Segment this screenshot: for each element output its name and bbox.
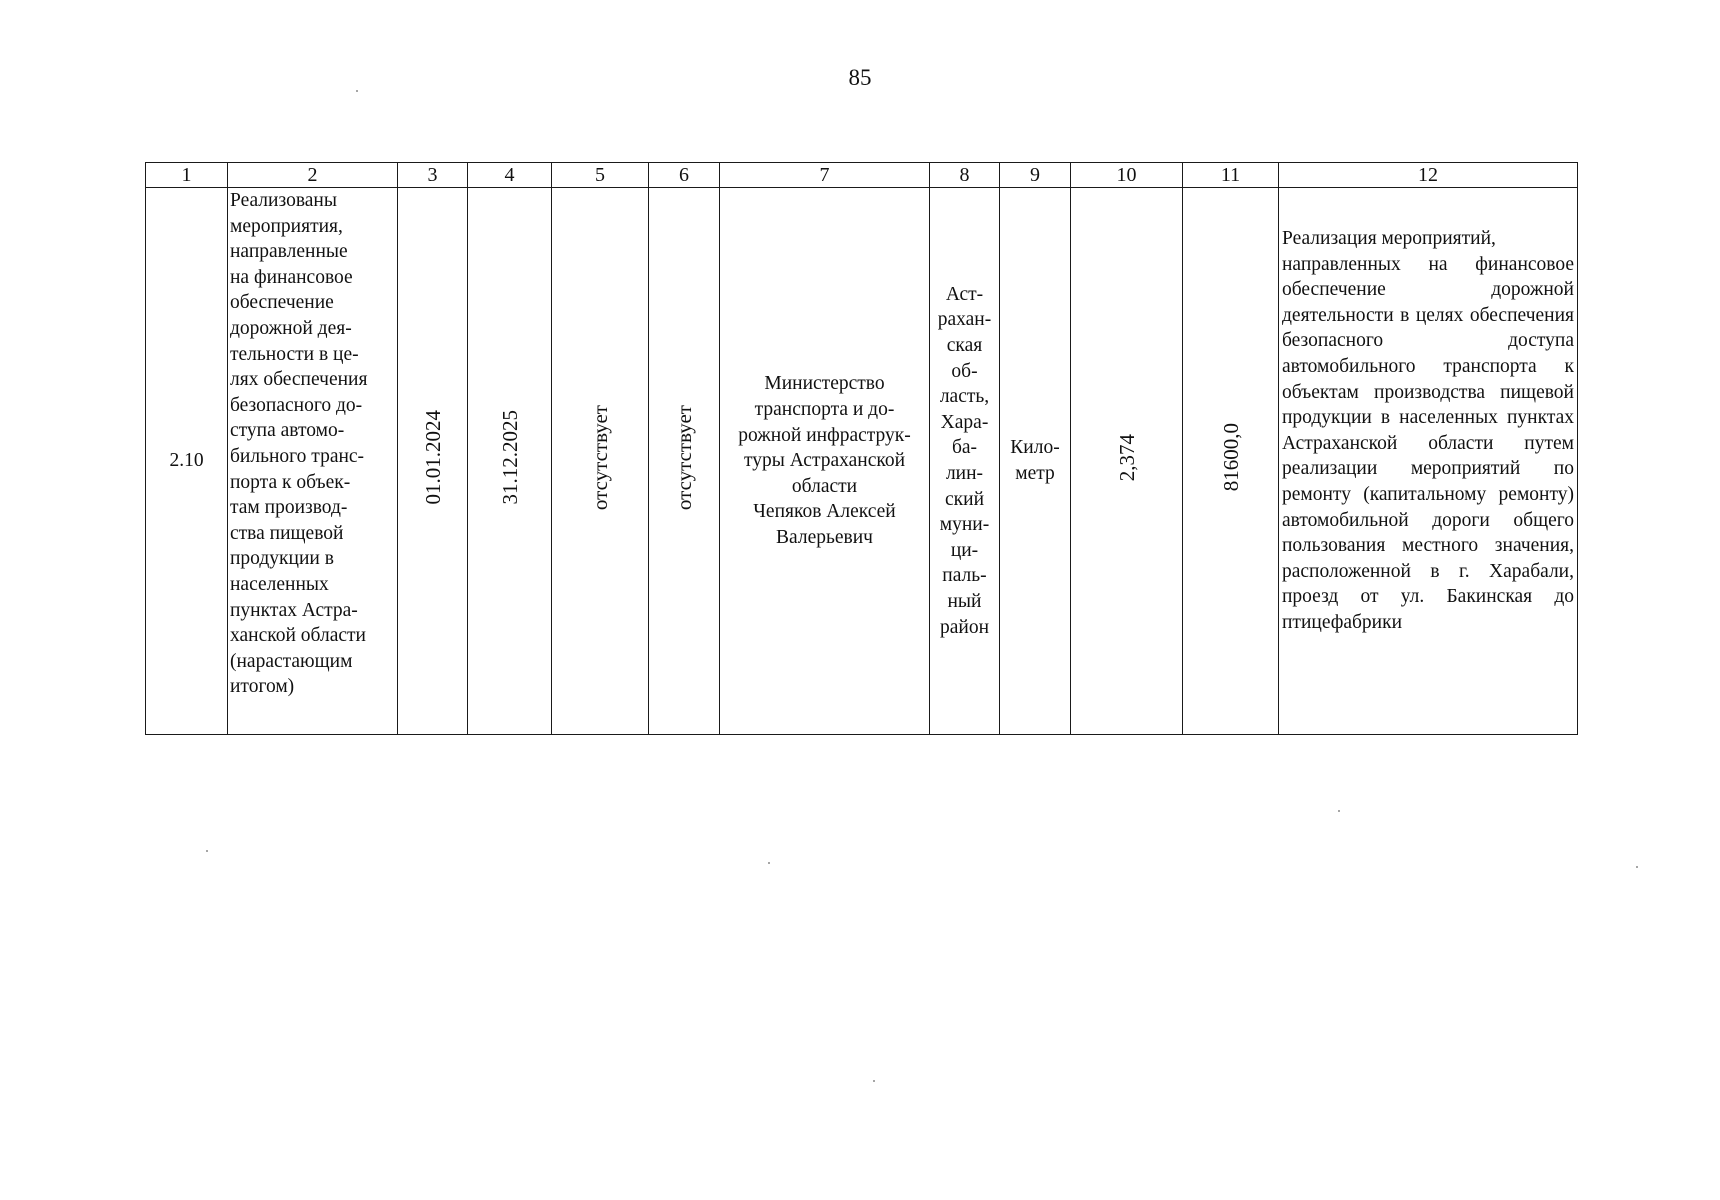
column-header-6: 6 [649,163,720,188]
scan-speck [1636,866,1638,868]
row-number-cell [146,188,228,735]
column-header-3: 3 [398,163,468,188]
funding-amount: 81600,0 [1218,423,1243,492]
column-5-cell [552,188,649,735]
table-row [146,188,1578,735]
indicator-description: Реализованы мероприятия, направленные на финансовое обеспечение дорожной дея- тельности в це- лях обеспечения безопасного до- ступа автомо- бильного транс- порта к объек- там производ- ства пищевой продукции в населенных пунктах Астра- ханской области (нарастающим итогом) [230,190,368,698]
end-date: 31.12.2025 [497,409,522,505]
column-header-5: 5 [552,163,649,188]
scan-speck [356,90,358,92]
end-date-cell [468,188,552,735]
territory-cell [930,188,1000,735]
responsible-executor: Министерство транспорта и до- рожной инфраструк- туры Астраханской области Чепяков Алексей Валерьевич [738,373,911,548]
column-header-7: 7 [720,163,930,188]
column-5-value: отсутствует [588,404,612,510]
column-6-cell [649,188,720,735]
column-6-value: отсутствует [672,404,696,510]
description-cell [228,188,398,735]
start-date: 01.01.2024 [420,409,445,505]
column-header-10: 10 [1071,163,1183,188]
column-header-2: 2 [228,163,398,188]
page-number: 85 [848,65,872,90]
column-header-12: 12 [1279,163,1578,188]
unit-cell [1000,188,1071,735]
result-description: Реализация мероприятий, направленных на финансовое обеспечение дорожной деятельности в целях обеспечения безопасного доступа автомобильного транспорта к объектам производства пищевой продукции в населенных пунктах Астраханской области путем реализации мероприятий по ремонту (капитальному ремонту) автомобильной дороги общего пользования местного значения, расположенной в г. Харабали, проезд от ул. Бакинская до птицефабрики [1282,228,1574,633]
territory: Аст- рахан- ская об- ласть, Хара- ба- лин- ский муни- ци- паль- ный район [937,283,992,638]
start-date-cell [398,188,468,735]
column-header-8: 8 [930,163,1000,188]
row-number: 2.10 [169,450,204,472]
measurement-unit: Кило- метр [1010,437,1060,484]
scan-speck [206,850,208,852]
result-cell [1279,188,1578,735]
scan-speck [768,862,770,864]
amount-cell [1183,188,1279,735]
header-row [146,163,1578,188]
column-header-11: 11 [1183,163,1279,188]
value-cell [1071,188,1183,735]
responsible-cell [720,188,930,735]
column-header-4: 4 [468,163,552,188]
activity-table [145,162,1578,735]
column-header-1: 1 [146,163,228,188]
scan-speck [1338,810,1340,812]
indicator-value: 2,374 [1114,433,1139,481]
column-header-9: 9 [1000,163,1071,188]
scan-speck [873,1080,875,1082]
